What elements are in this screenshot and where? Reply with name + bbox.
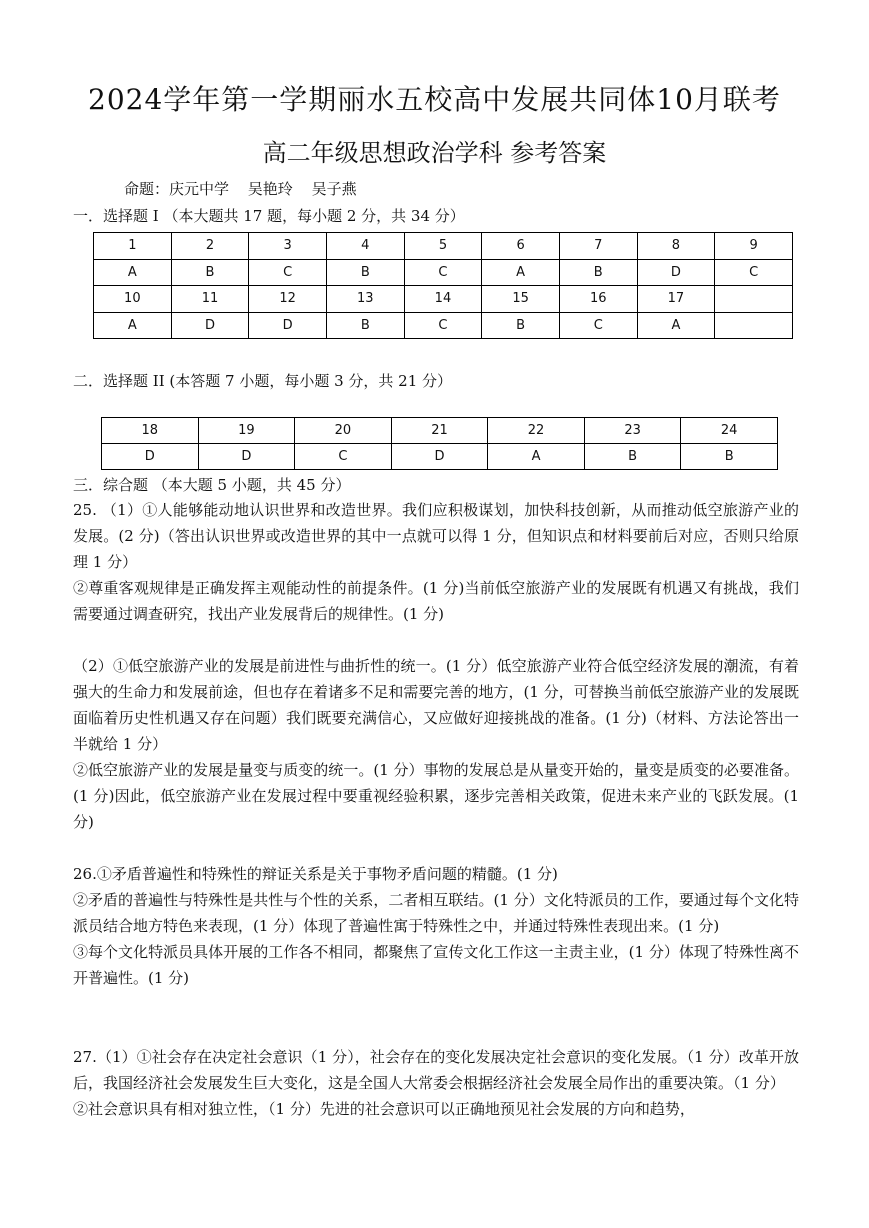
answer-table-1	[93, 232, 793, 339]
answer-cell: D	[391, 444, 488, 470]
question-25-part-1	[73, 497, 799, 627]
answer-cell: D	[637, 259, 715, 286]
question-number-cell	[715, 286, 793, 313]
question-number-cell: 5	[404, 233, 482, 260]
page-title: 2024学年第一学期丽水五校高中发展共同体10月联考	[88, 83, 781, 116]
question-number-cell: 8	[637, 233, 715, 260]
q27-paragraph-2: ②社会意识具有相对独立性，（1 分）先进的社会意识可以正确地预见社会发展的方向和趋势，	[73, 1100, 695, 1118]
question-number-cell: 23	[584, 418, 681, 444]
q25-paragraph-3: （2）①低空旅游产业的发展是前进性与曲折性的统一。(1 分）低空旅游产业符合低空经济发展的潮流，有着强大的生命力和发展前途，但也存在着诸多不足和需要完善的地方，(1 分，可替换当前低空旅游产业的发展既面临着历史性机遇又存在问题）我们既要充满信心，又应做好迎接挑战的准备。(1 分)（材料、方法论答出一半就给 1 分）	[73, 657, 799, 753]
q26-paragraph-1: 26.①矛盾普遍性和特殊性的辩证关系是关于事物矛盾问题的精髓。(1 分)	[73, 865, 558, 883]
page-subtitle: 高二年级思想政治学科 参考答案	[262, 139, 607, 167]
q26-paragraph-2: ②矛盾的普遍性与特殊性是共性与个性的关系，二者相互联结。(1 分）文化特派员的工作，要通过每个文化特派员结合地方特色来表现，(1 分）体现了普遍性寓于特殊性之中，并通过特殊性表现出来。(1 分)	[73, 891, 799, 935]
answer-cell: A	[482, 259, 560, 286]
authors-line	[124, 178, 371, 199]
question-25-part-2	[73, 653, 799, 835]
answer-cell: B	[559, 259, 637, 286]
answer-cell	[715, 312, 793, 339]
question-number-cell: 7	[559, 233, 637, 260]
question-number-cell: 22	[488, 418, 585, 444]
question-number-cell: 21	[391, 418, 488, 444]
author-school: 命题：庆元中学	[124, 180, 230, 198]
table-row	[102, 444, 778, 470]
answer-cell: C	[295, 444, 392, 470]
q25-paragraph-1: 25. （1）①人能够能动地认识世界和改造世界。我们应积极谋划，加快科技创新，从而推动低空旅游产业的发展。(2 分)（答出认识世界或改造世界的其中一点就可以得 1 分，但知识点和材料要前后对应，否则只给原理 1 分）	[73, 501, 799, 571]
answer-cell: B	[326, 259, 404, 286]
section1-heading: 一．选择题 I （本大题共 17 题，每小题 2 分，共 34 分）	[73, 207, 465, 225]
answer-cell: C	[715, 259, 793, 286]
question-number-cell: 10	[94, 286, 172, 313]
q25-paragraph-2: ②尊重客观规律是正确发挥主观能动性的前提条件。(1 分)当前低空旅游产业的发展既有机遇又有挑战，我们需要通过调查研究，找出产业发展背后的规律性。(1 分)	[73, 579, 799, 623]
question-number-cell: 20	[295, 418, 392, 444]
answer-table-2	[101, 417, 778, 470]
question-number-cell: 1	[94, 233, 172, 260]
section3-heading: 三．综合题 （本大题 5 小题，共 45 分）	[73, 476, 351, 494]
question-number-cell: 2	[171, 233, 249, 260]
answer-cell: B	[171, 259, 249, 286]
question-27	[73, 1044, 799, 1122]
answer-cell: D	[198, 444, 295, 470]
q25-paragraph-4: ②低空旅游产业的发展是量变与质变的统一。(1 分）事物的发展总是从量变开始的，量变是质变的必要准备。(1 分)因此，低空旅游产业在发展过程中要重视经验积累，逐步完善相关政策，促进未来产业的飞跃发展。(1 分)	[73, 761, 799, 831]
answer-cell: C	[404, 312, 482, 339]
question-number-cell: 24	[681, 418, 778, 444]
answer-cell: D	[171, 312, 249, 339]
answer-cell: B	[326, 312, 404, 339]
answer-cell: B	[681, 444, 778, 470]
q27-paragraph-1: 27.（1）①社会存在决定社会意识（1 分），社会存在的变化发展决定社会意识的变化发展。（1 分）改革开放后，我国经济社会发展发生巨大变化，这是全国人大常委会根据经济社会发展全局作出的重要决策。（1 分）	[73, 1048, 799, 1092]
author-name-1: 吴艳玲	[247, 180, 293, 198]
question-number-cell: 11	[171, 286, 249, 313]
answer-cell: D	[249, 312, 327, 339]
q26-paragraph-3: ③每个文化特派员具体开展的工作各不相同，都聚焦了宣传文化工作这一主责主业，(1 分）体现了特殊性离不开普遍性。(1 分)	[73, 943, 799, 987]
answer-cell: D	[102, 444, 199, 470]
question-number-cell: 19	[198, 418, 295, 444]
answer-cell: A	[94, 259, 172, 286]
section2-heading: 二．选择题 II (本答题 7 小题，每小题 3 分，共 21 分）	[73, 372, 453, 390]
table-row	[94, 259, 793, 286]
answer-cell: A	[637, 312, 715, 339]
question-number-cell: 18	[102, 418, 199, 444]
question-number-cell: 3	[249, 233, 327, 260]
question-26	[73, 861, 799, 991]
answer-cell: B	[482, 312, 560, 339]
table-row	[94, 312, 793, 339]
answer-cell: B	[584, 444, 681, 470]
table-row	[102, 418, 778, 444]
question-number-cell: 6	[482, 233, 560, 260]
question-number-cell: 16	[559, 286, 637, 313]
question-number-cell: 9	[715, 233, 793, 260]
question-number-cell: 15	[482, 286, 560, 313]
author-name-2: 吴子燕	[311, 180, 357, 198]
answer-cell: C	[404, 259, 482, 286]
question-number-cell: 4	[326, 233, 404, 260]
answer-cell: A	[94, 312, 172, 339]
question-number-cell: 17	[637, 286, 715, 313]
answer-cell: C	[249, 259, 327, 286]
table-row	[94, 233, 793, 260]
answer-cell: C	[559, 312, 637, 339]
question-number-cell: 12	[249, 286, 327, 313]
answer-cell: A	[488, 444, 585, 470]
table-row	[94, 286, 793, 313]
question-number-cell: 13	[326, 286, 404, 313]
question-number-cell: 14	[404, 286, 482, 313]
